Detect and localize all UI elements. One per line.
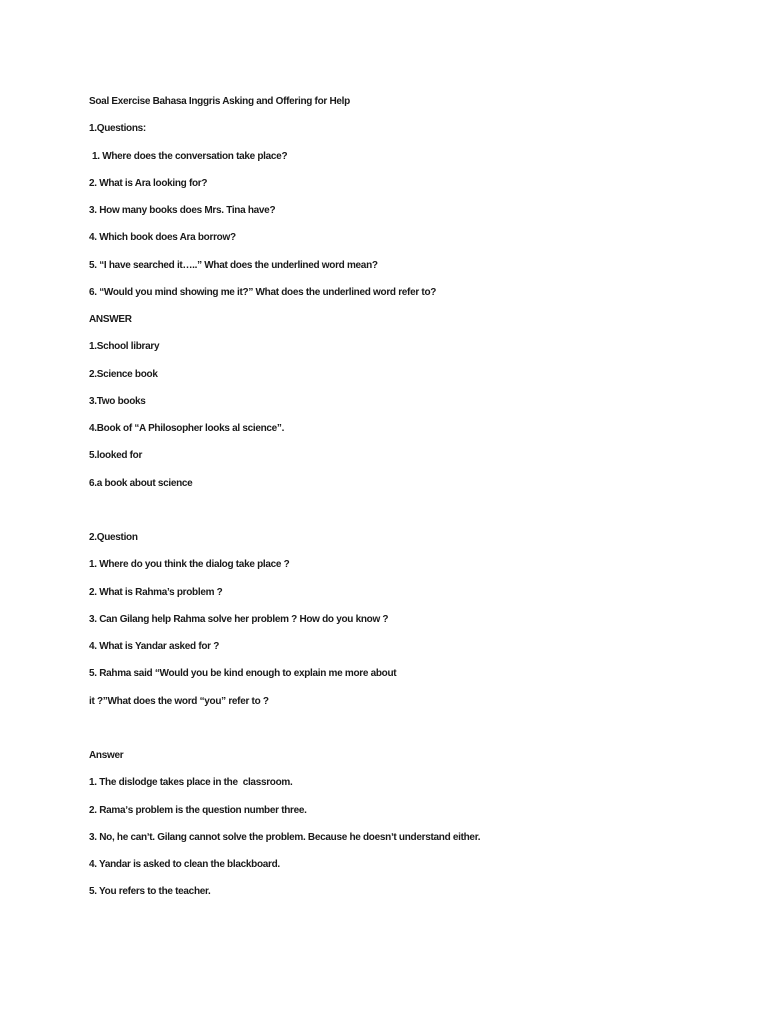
question: 2. What is Ara looking for?	[89, 177, 208, 189]
blank-line	[89, 720, 709, 747]
question: 3. How many books does Mrs. Tina have?	[89, 205, 276, 216]
document-title: Soal Exercise Bahasa Inggris Asking and Offering for Help	[89, 96, 350, 107]
blank-line	[89, 502, 709, 529]
answer: 2.Science book	[89, 368, 158, 380]
document-page	[89, 93, 709, 911]
answer: 1.School library	[89, 341, 160, 353]
answer: 4.Book of “A Philosopher looks al science”.	[89, 423, 285, 434]
section1-heading: 1.Questions:	[89, 123, 146, 135]
section1-answer-heading: ANSWER	[89, 314, 132, 325]
answer: 3. No, he canʼt. Gilang cannot solve the problem. Because he doesnʼt understand either.	[89, 831, 481, 843]
question: 3. Can Gilang help Rahma solve her problem ? How do you know ?	[89, 613, 389, 625]
answer: 4. Yandar is asked to clean the blackboard.	[89, 859, 280, 870]
answer: 3.Two books	[89, 395, 146, 407]
question: 1. Where do you think the dialog take place ?	[89, 559, 290, 571]
answer: 5. You refers to the teacher.	[89, 886, 211, 898]
section2-answer-heading: Answer	[89, 750, 124, 761]
question: 2. What is Rahma’s problem ?	[89, 586, 223, 598]
question: 4. What is Yandar asked for ?	[89, 641, 220, 652]
section2-heading: 2.Question	[89, 532, 138, 543]
question: 6. “Would you mind showing me it?” What does the underlined word refer to?	[89, 286, 437, 298]
question: 5. Rahma said “Would you be kind enough to explain me more about	[89, 668, 397, 680]
answer: 6.a book about science	[89, 477, 193, 489]
question: 4. Which book does Ara borrow?	[89, 232, 236, 244]
answer: 1. The dislodge takes place in the classroom.	[89, 777, 293, 789]
question-continued: it ?”What does the word “you” refer to ?	[89, 695, 269, 707]
question: 1. Where does the conversation take place?	[92, 150, 288, 162]
answer: 5.looked for	[89, 450, 143, 462]
answer: 2. Ramaʼs problem is the question number three.	[89, 804, 307, 816]
question: 5. “I have searched it…..” What does the underlined word mean?	[89, 259, 378, 271]
